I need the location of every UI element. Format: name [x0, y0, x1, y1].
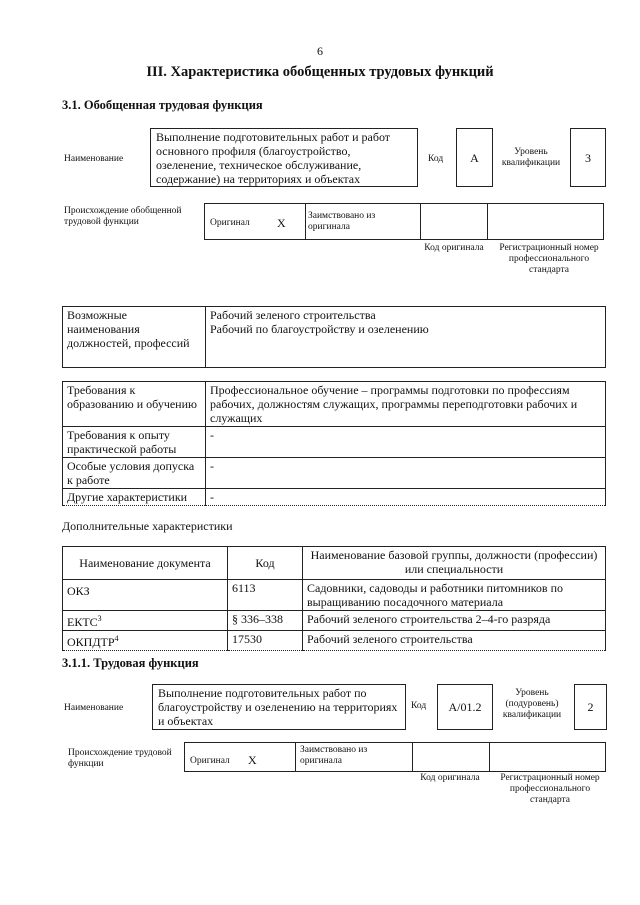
name-cell: Рабочий зеленого строительства: [303, 631, 606, 651]
tf-level-label: Уровень (подуровень) квалификации: [502, 688, 562, 720]
additional-table: [62, 546, 606, 651]
tf-reg-number-caption: Регистрационный номер профессионального стандарта: [500, 773, 600, 805]
header-doc: Наименование документа: [63, 547, 228, 580]
gtf-code-label: Код: [428, 154, 444, 164]
gtf-orig-code-caption: Код оригинала: [424, 243, 484, 253]
table-row: [63, 458, 606, 489]
tf-original-mark: X: [248, 753, 257, 767]
positions-value: [206, 307, 606, 368]
divider: [489, 743, 490, 771]
divider: [487, 204, 488, 239]
positions-label: Возможные наименования должностей, профессий: [63, 307, 206, 368]
tf-name-value: Выполнение подготовительных работ по благоустройству и озеленению на территориях и объектах: [152, 684, 406, 730]
gtf-level-value: 3: [570, 128, 606, 187]
tf-original-label: Оригинал: [190, 756, 230, 766]
gtf-origin-label: Происхождение обобщенной трудовой функции: [64, 206, 182, 227]
gtf-original-mark: X: [277, 216, 286, 230]
doc-cell: ОКПДТР$^4$: [63, 631, 228, 651]
requirement-value: -: [206, 489, 606, 506]
name-cell: Садовники, садоводы и работники питомников по выращиванию посадочного материала: [303, 580, 606, 611]
table-row: [63, 547, 606, 580]
page-number: 6: [317, 44, 323, 58]
requirement-value: -: [206, 427, 606, 458]
gtf-heading: 3.1. Обобщенная трудовая функция: [62, 98, 263, 112]
gtf-original-label: Оригинал: [210, 218, 250, 228]
section-title: III. Характеристика обобщенных трудовых функций: [146, 64, 494, 80]
requirement-label: Требования к опыту практической работы: [63, 427, 206, 458]
table-row: [63, 580, 606, 611]
code-cell: 6113: [228, 580, 303, 611]
requirements-table: [62, 381, 606, 506]
gtf-borrowed-label: Заимствовано из оригинала: [308, 211, 376, 232]
divider: [420, 204, 421, 239]
tf-orig-code-caption: Код оригинала: [420, 773, 480, 783]
divider: [295, 743, 296, 771]
doc-cell: ЕКТС$^3$: [63, 611, 228, 631]
requirement-label: Требования к образованию и обучению: [63, 382, 206, 427]
code-cell: § 336–338: [228, 611, 303, 631]
position-item: Рабочий по благоустройству и озеленению: [210, 322, 429, 336]
gtf-code-value: A: [456, 128, 493, 187]
table-row: [63, 489, 606, 506]
divider: [305, 204, 306, 239]
tf-heading: 3.1.1. Трудовая функция: [62, 656, 199, 670]
code-cell: 17530: [228, 631, 303, 651]
gtf-level-label: Уровень квалификации: [501, 147, 561, 168]
tf-level-value: 2: [574, 684, 607, 730]
tf-origin-label: Происхождение трудовой функции: [68, 748, 172, 769]
requirement-value: Профессиональное обучение – программы подготовки по профессиям рабочих, должностям служащих, программы переподготовки рабочих и служащих: [206, 382, 606, 427]
position-item: Рабочий зеленого строительства: [210, 308, 376, 322]
tf-code-label: Код: [411, 701, 427, 711]
doc-cell: ОКЗ: [63, 580, 228, 611]
gtf-name-value: Выполнение подготовительных работ и работ основного профиля (благоустройство, озеленение, техническое обслуживание, содержание) на территориях и объектах: [150, 128, 418, 187]
additional-heading: Дополнительные характеристики: [62, 519, 233, 533]
tf-name-label: Наименование: [64, 703, 124, 713]
positions-table: [62, 306, 606, 368]
tf-code-value: A/01.2: [437, 684, 493, 730]
table-row: [63, 631, 606, 651]
requirement-value: -: [206, 458, 606, 489]
name-cell: Рабочий зеленого строительства 2–4-го разряда: [303, 611, 606, 631]
table-row: [63, 427, 606, 458]
table-row: [63, 611, 606, 631]
tf-borrowed-label: Заимствовано из оригинала: [300, 745, 368, 766]
table-row: [63, 382, 606, 427]
divider: [412, 743, 413, 771]
header-name: Наименование базовой группы, должности (профессии) или специальности: [303, 547, 606, 580]
gtf-name-label: Наименование: [64, 154, 124, 164]
requirement-label: Другие характеристики: [63, 489, 206, 506]
requirement-label: Особые условия допуска к работе: [63, 458, 206, 489]
gtf-reg-number-caption: Регистрационный номер профессионального стандарта: [499, 243, 599, 275]
header-code: Код: [228, 547, 303, 580]
